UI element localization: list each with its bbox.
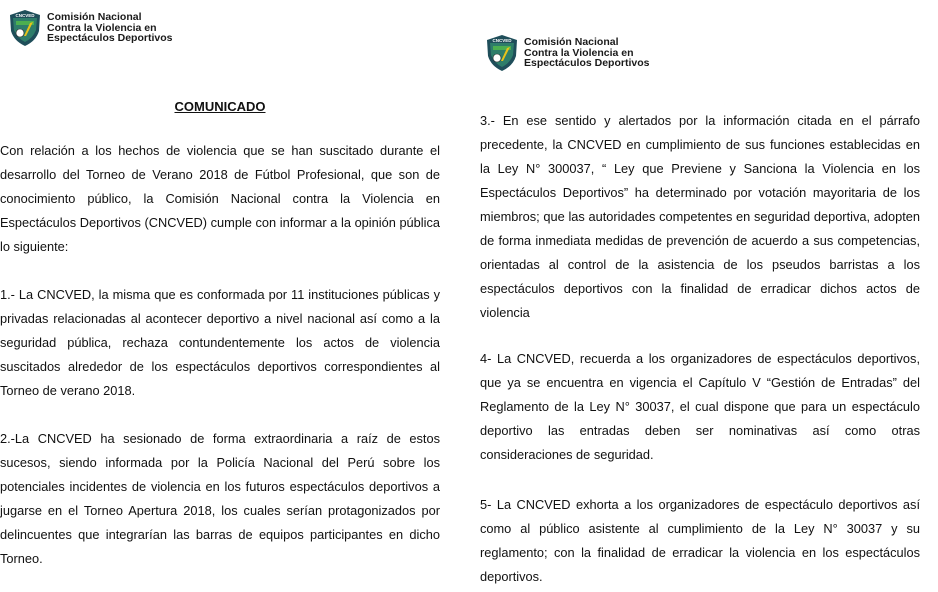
header-logo-right — [485, 34, 649, 72]
cncved-emblem-icon — [8, 9, 42, 47]
paragraph-4: 4- La CNCVED, recuerda a los organizadores de espectáculos deportivos, que ya se encuentra en vigencia el Capítulo V “Gestión de Entradas” del Reglamento de la Ley N° 30037, el cual dispone que para un espectáculo deportivo las entradas deben ser nominativas así como otras consideraciones de seguridad. — [480, 351, 920, 462]
logo-text — [47, 12, 172, 44]
paragraph-1: 1.- La CNCVED, la misma que es conformada por 11 instituciones públicas y privadas relacionadas al acontecer deportivo a nivel nacional así como a la seguridad pública, rechaza contundentemente los actos de violencia suscitados alrededor de los espectáculos deportivos correspondientes al Torneo de verano 2018. — [0, 287, 440, 398]
paragraph-2: 2.-La CNCVED ha sesionado de forma extraordinaria a raíz de estos sucesos, siendo informada por la Policía Nacional del Perú sobre los potenciales incidentes de violencia en los futuros espectáculos deportivos a jugarse en el Torneo Apertura 2018, los cuales serían protagonizados por delincuentes que integrarían las barras de equipos participantes en dicho Torneo. — [0, 431, 440, 566]
logo-line-2: Contra la Violencia en — [47, 21, 157, 34]
cncved-emblem-icon — [485, 34, 519, 72]
header-logo-left — [8, 9, 172, 47]
logo-text — [524, 37, 649, 69]
logo-line-2: Contra la Violencia en — [524, 46, 634, 59]
emblem-text: CNCVED — [492, 38, 512, 43]
intro-paragraph: Con relación a los hechos de violencia que se han suscitado durante el desarrollo del Torneo de Verano 2018 de Fútbol Profesional, que son de conocimiento público, la Comisión Nacional contra la Violencia en Espectáculos Deportivos (CNCVED) cumple con informar a la opinión pública lo siguiente: — [0, 143, 440, 254]
document-title: COMUNICADO — [174, 99, 266, 114]
logo-line-1: Comisión Nacional — [47, 11, 142, 24]
paragraph-3: 3.- En ese sentido y alertados por la información citada en el párrafo precedente, la CNCVED en cumplimiento de sus funciones establecidas en la Ley N° 300037, “ Ley que Previene y Sanciona la Violencia en los Espectáculos Deportivos” ha determinado por votación mayoritaria de los miembros; que las autoridades competentes en seguridad deportiva, adopten de forma inmediata medidas de prevención de acuerdo a sus competencias, orientadas al control de la asistencia de los pseudos barristas a los espectáculos deportivos con la finalidad de erradicar dichos actos de violencia — [480, 113, 920, 320]
logo-line-3: Espectáculos Deportivos — [47, 32, 173, 45]
logo-line-3: Espectáculos Deportivos — [524, 57, 650, 70]
logo-line-1: Comisión Nacional — [524, 36, 619, 49]
emblem-text: CNCVED — [15, 13, 35, 18]
paragraph-5: 5- La CNCVED exhorta a los organizadores de espectáculo deportivos así como al público asistente al cumplimiento de la Ley N° 30037 y su reglamento; con la finalidad de erradicar la violencia en los espectáculos deportivos. — [480, 497, 920, 584]
